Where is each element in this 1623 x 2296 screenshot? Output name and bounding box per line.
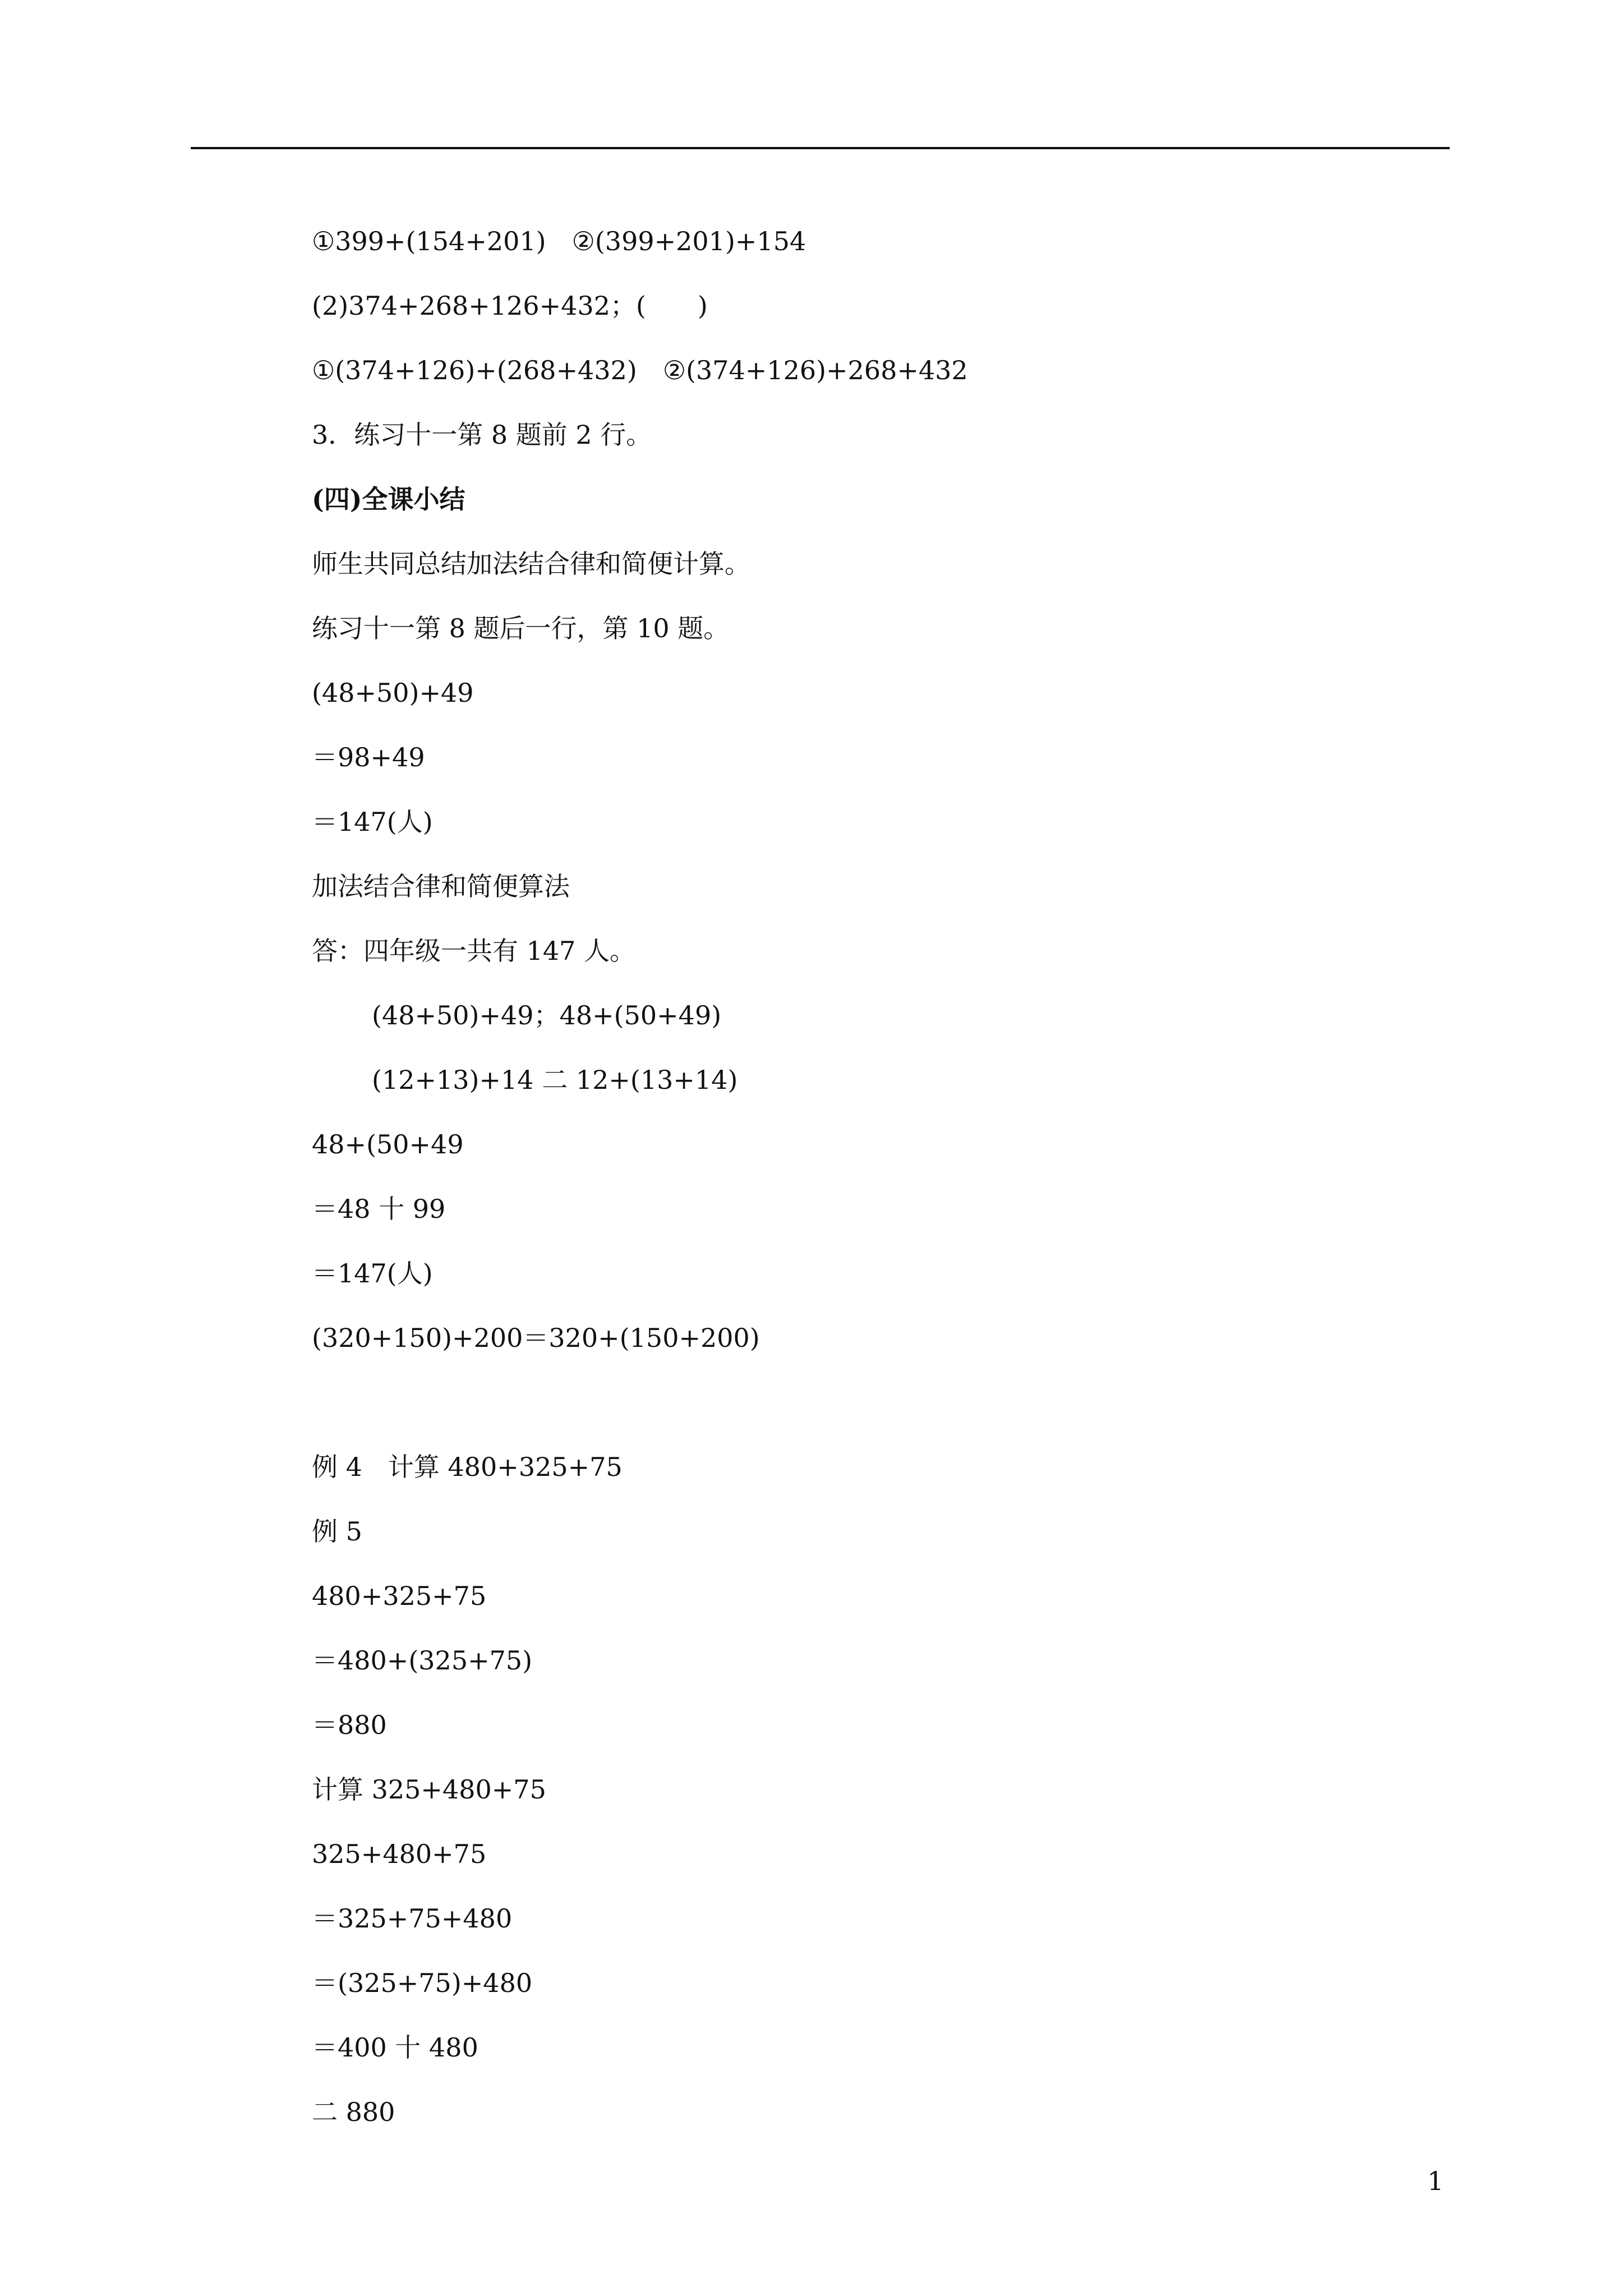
text-line: 480+325+75 [312,1581,487,1611]
section-heading: (四)全课小结 [312,484,465,514]
header-rule [191,147,1450,149]
text-line: ＝147(人) [312,1258,433,1289]
text-line: 答：四年级一共有 147 人。 [312,936,636,966]
text-line: ＝48 十 99 [312,1194,446,1224]
text-line: 计算 325+480+75 [312,1774,546,1805]
text-line: 练习十一第 8 题后一行，第 10 题。 [312,613,730,643]
text-line: (12+13)+14 二 12+(13+14) [372,1065,738,1095]
text-line: 例 4 计算 480+325+75 [312,1452,623,1482]
text-line: (320+150)+200＝320+(150+200) [312,1323,760,1353]
text-line: ＝(325+75)+480 [312,1968,533,1998]
text-line: 48+(50+49 [312,1129,464,1159]
text-line: ＝400 十 480 [312,2032,478,2063]
text-line: 325+480+75 [312,1839,487,1869]
text-line: ＝98+49 [312,742,425,772]
text-line: 加法结合律和简便算法 [312,871,570,901]
text-line: ＝880 [312,1710,387,1740]
text-line: (2)374+268+126+432；( ) [312,291,708,321]
text-line: ＝325+75+480 [312,1903,513,1934]
text-line: ＝147(人) [312,807,433,837]
document-body [312,209,1433,2145]
text-line: ＝480+(325+75) [312,1645,533,1676]
text-line: ①(374+126)+(268+432) ②(374+126)+268+432 [312,355,968,385]
text-line: (48+50)+49 [312,678,474,708]
text-line: 二 880 [312,2097,395,2127]
text-line: (48+50)+49；48+(50+49) [372,1000,722,1030]
text-line: ①399+(154+201) ②(399+201)+154 [312,226,806,256]
text-line: 3．练习十一第 8 题前 2 行。 [312,420,652,450]
page-number: 1 [1427,2166,1444,2196]
text-line: 例 5 [312,1516,362,1547]
text-line: 师生共同总结加法结合律和简便计算。 [312,549,750,579]
